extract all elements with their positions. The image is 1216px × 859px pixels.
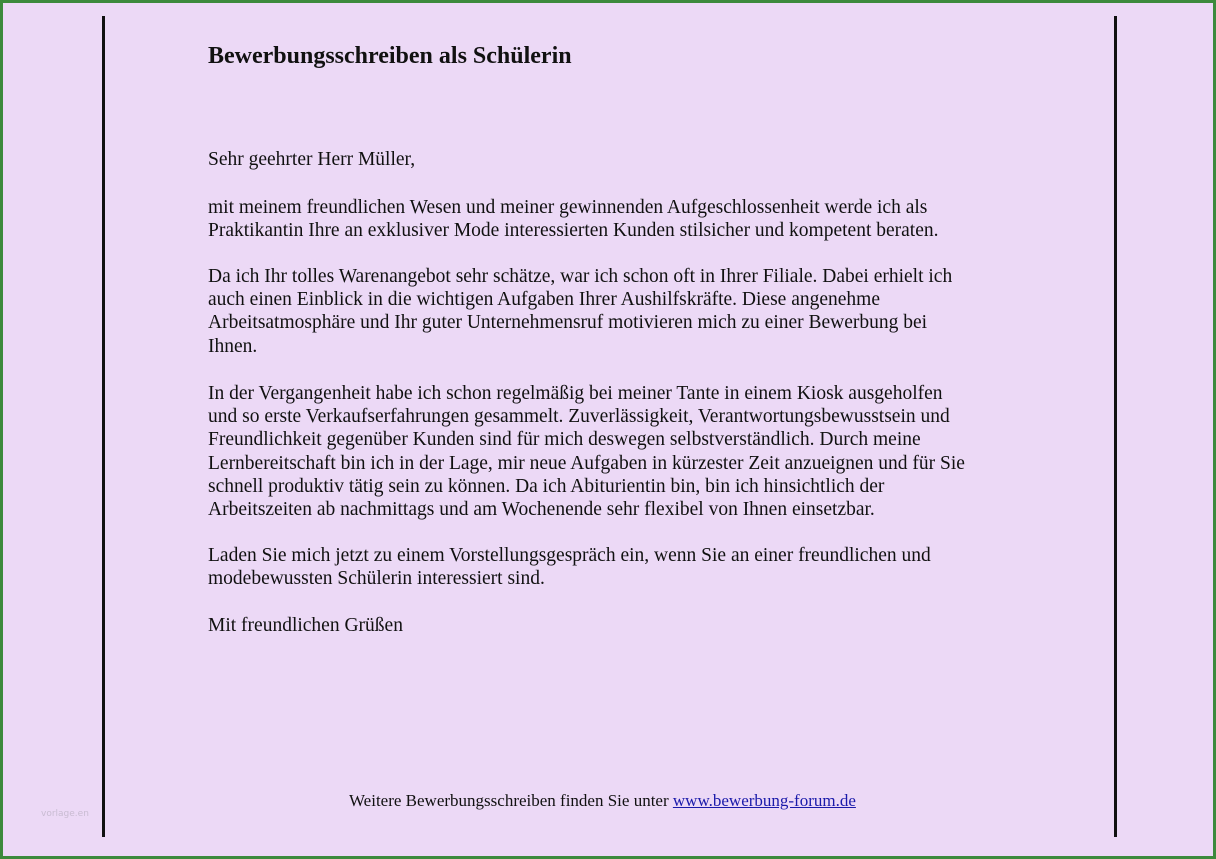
paragraph-line: mit meinem freundlichen Wesen und meiner gewinnenden Aufgeschlossenheit werde ich als (208, 197, 928, 218)
letter-paragraph-1 (208, 196, 939, 242)
paragraph-line: Praktikantin Ihre an exklusiver Mode interessierten Kunden stilsicher und kompetent beraten. (208, 220, 939, 242)
right-margin-rule (1114, 16, 1117, 837)
paragraph-line: und so erste Verkaufserfahrungen gesammelt. Zuverlässigkeit, Verantwortungsbewusstsein und (208, 406, 950, 428)
paragraph-line: In der Vergangenheit habe ich schon regelmäßig bei meiner Tante in einem Kiosk ausgeholfen (208, 383, 943, 404)
letter-salutation: Sehr geehrter Herr Müller, (208, 149, 416, 170)
watermark: vorlage.en (41, 809, 89, 819)
paragraph-line: Arbeitsatmosphäre und Ihr guter Unternehmensruf motivieren mich zu einer Bewerbung bei (208, 312, 928, 334)
footer-text: Weitere Bewerbungsschreiben finden Sie unter (349, 791, 673, 810)
letter-paragraph-2 (208, 265, 952, 358)
footer (349, 791, 856, 811)
paragraph-line: Ihnen. (208, 335, 258, 357)
paragraph-line: Lernbereitschaft bin ich in der Lage, mir neue Aufgaben in kürzester Zeit anzueignen und für Sie (208, 452, 965, 474)
paragraph-line: auch einen Einblick in die wichtigen Aufgaben Ihrer Aushilfskräfte. Diese angenehme (208, 289, 880, 311)
paragraph-line: Freundlichkeit gegenüber Kunden sind für mich deswegen selbstverständlich. Durch meine (208, 429, 921, 451)
paragraph-line: Laden Sie mich jetzt zu einem Vorstellungsgespräch ein, wenn Sie an einer freundlichen und (208, 545, 931, 566)
paragraph-line: modebewussten Schülerin interessiert sind. (208, 568, 545, 590)
paragraph-line: Arbeitszeiten ab nachmittags und am Wochenende sehr flexibel von Ihnen einsetzbar. (208, 499, 875, 521)
left-margin-rule (102, 16, 105, 837)
footer-link[interactable]: www.bewerbung-forum.de (672, 791, 856, 810)
paragraph-line: Da ich Ihr tolles Warenangebot sehr schätze, war ich schon oft in Ihrer Filiale. Dabei erhielt ich (208, 266, 953, 287)
letter-paragraph-3 (208, 382, 965, 521)
paragraph-line: schnell produktiv tätig sein zu können. Da ich Abiturientin bin, bin ich hinsichtlich der (208, 475, 885, 497)
letter-closing: Mit freundlichen Grüßen (208, 615, 403, 636)
letter-title: Bewerbungsschreiben als Schülerin (208, 43, 572, 69)
letter-paragraph-4 (208, 544, 931, 590)
